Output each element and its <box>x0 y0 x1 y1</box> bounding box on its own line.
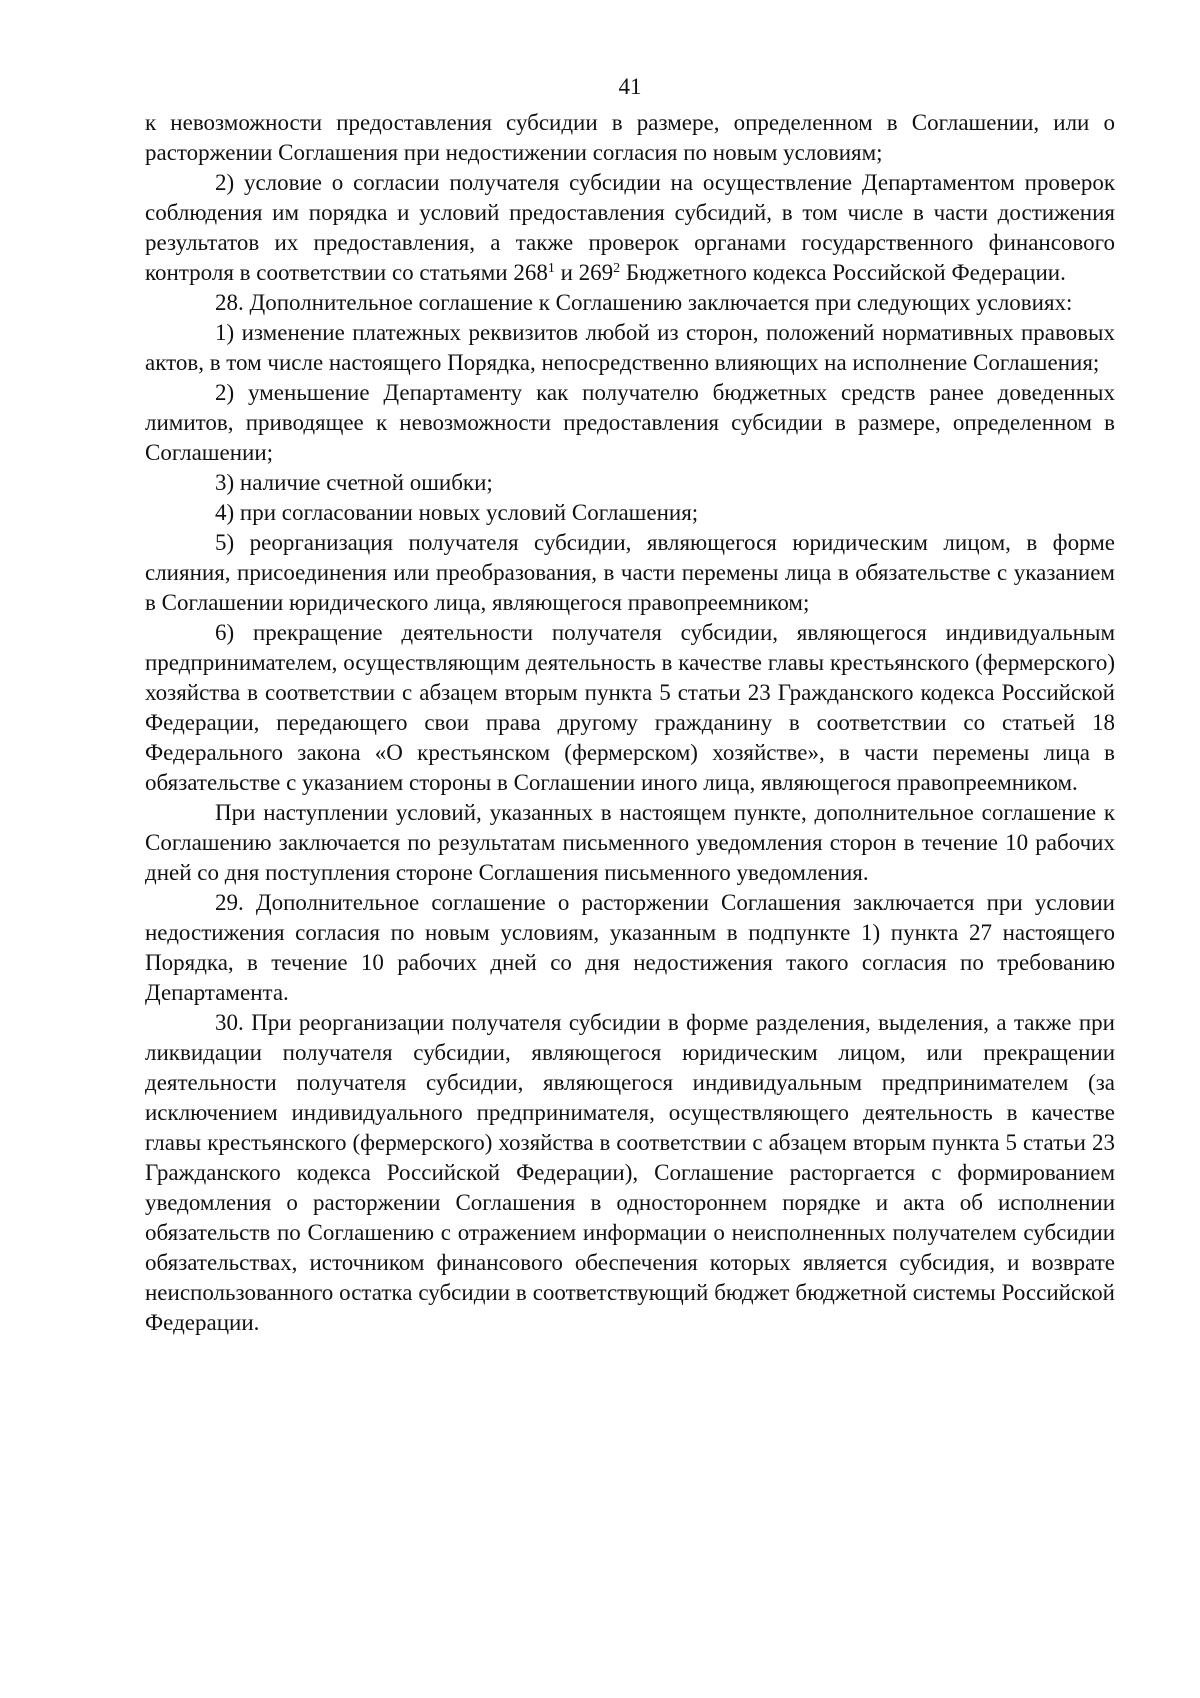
superscript-2: 2 <box>613 261 621 276</box>
paragraph-clause-28: 28. Дополнительное соглашение к Соглашению заключается при следующих условиях: <box>215 290 1073 315</box>
paragraph-text: Бюджетного кодекса Российской Федерации. <box>620 260 1066 285</box>
paragraph-item-4: 4) при согласовании новых условий Соглашения; <box>215 500 699 525</box>
paragraph-item-6: 6) прекращение деятельности получателя субсидии, являющегося индивидуальным предпринимателем, осуществляющим деятельность в качестве главы крестьянского (фермерского) хозяйства в соответствии с абзацем вторым пункта 5 статьи 23 Гражданского кодекса Российской Федерации, передающего свои права другому гражданину в соответствии со статьей 18 Федерального закона «О крестьянском (фермерском) хозяйстве», в части перемены лица в обязательстве с указанием стороны в Соглашении иного лица, являющегося правопреемником. <box>145 620 1115 795</box>
paragraph-item-1: 1) изменение платежных реквизитов любой из сторон, положений нормативных правовых актов, в том числе настоящего Порядка, непосредственно влияющих на исполнение Соглашения; <box>145 320 1115 375</box>
paragraph-conditions-note: При наступлении условий, указанных в настоящем пункте, дополнительное соглашение к Соглашению заключается по результатам письменного уведомления сторон в течение 10 рабочих дней со дня поступления стороне Соглашения письменного уведомления. <box>145 800 1115 885</box>
document-page <box>145 72 1115 1338</box>
paragraph-text: 2) условие о согласии получателя субсидии на осуществление Департаментом проверок соблюдения им порядка и условий предоставления субсидий, в том числе в части достижения результатов их предоставления, а также проверок органами государственного финансового контроля в соответствии со статьями 268 <box>145 170 1115 285</box>
paragraph-clause-30: 30. При реорганизации получателя субсидии в форме разделения, выделения, а также при ликвидации получателя субсидии, являющегося юридическим лицом, или прекращении деятельности получателя субсидии, являющегося индивидуальным предпринимателем (за исключением индивидуального предпринимателя, осуществляющего деятельность в качестве главы крестьянского (фермерского) хозяйства в соответствии с абзацем вторым пункта 5 статьи 23 Гражданского кодекса Российской Федерации), Соглашение расторгается с формированием уведомления о расторжении Соглашения в одностороннем порядке и акта об исполнении обязательств по Соглашению с отражением информации о неисполненных получателем субсидии обязательствах, источником финансового обеспечения которых является субсидия, и возврате неиспользованного остатка субсидии в соответствующий бюджет бюджетной системы Российской Федерации. <box>145 1010 1115 1335</box>
superscript-1: 1 <box>547 261 555 276</box>
paragraph-item-5: 5) реорганизация получателя субсидии, являющегося юридическим лицом, в форме слияния, присоединения или преобразования, в части перемены лица в обязательстве с указанием в Соглашении юридического лица, являющегося правопреемником; <box>145 530 1115 615</box>
paragraph-clause-29: 29. Дополнительное соглашение о расторжении Соглашения заключается при условии недостижения согласия по новым условиям, указанным в подпункте 1) пункта 27 настоящего Порядка, в течение 10 рабочих дней со дня недостижения такого согласия по требованию Департамента. <box>145 890 1115 1005</box>
paragraph-text: и 269 <box>554 260 614 285</box>
page-number: 41 <box>618 74 642 99</box>
paragraph-item-3: 3) наличие счетной ошибки; <box>215 470 493 495</box>
paragraph-continuation: к невозможности предоставления субсидии в размере, определенном в Соглашении, или о расторжении Соглашения при недостижении согласия по новым условиям; <box>145 110 1115 165</box>
paragraph-item-2-verification <box>145 168 1115 288</box>
paragraph-item-2: 2) уменьшение Департаменту как получателю бюджетных средств ранее доведенных лимитов, приводящее к невозможности предоставления субсидии в размере, определенном в Соглашении; <box>145 380 1115 465</box>
